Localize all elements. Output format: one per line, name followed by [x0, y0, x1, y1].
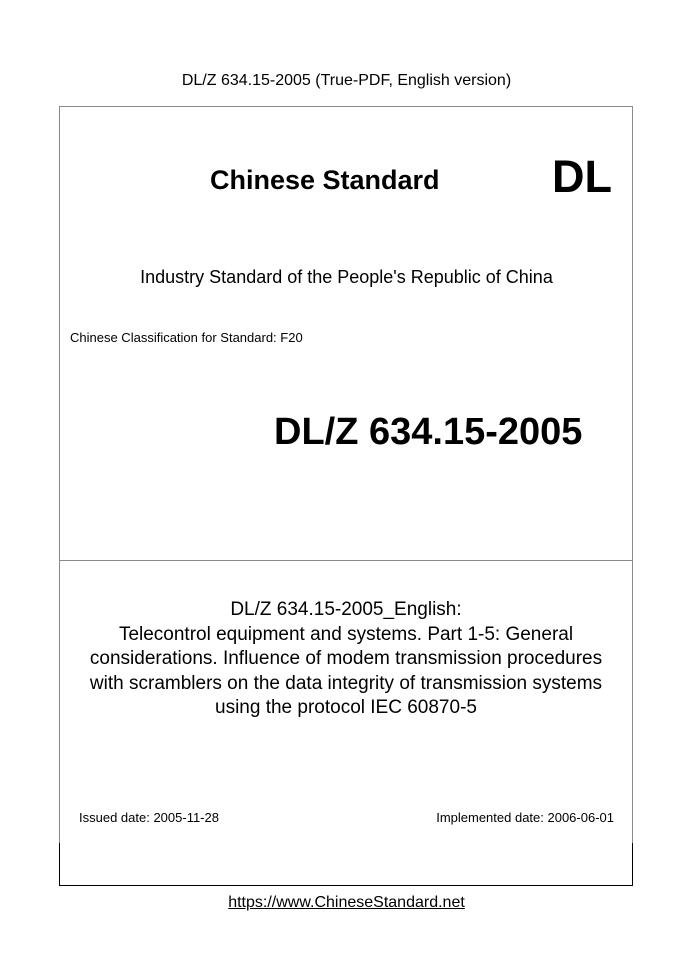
standard-number: DL/Z 634.15-2005	[274, 411, 583, 453]
industry-standard-label: Industry Standard of the People's Republic of China	[140, 267, 553, 287]
footer	[0, 893, 693, 913]
classification-label: Chinese Classification for Standard: F20	[70, 330, 303, 345]
document-title-line: considerations. Influence of modem transmission procedures	[89, 648, 603, 669]
section-divider	[59, 560, 633, 561]
implemented-date: Implemented date: 2006-06-01	[436, 810, 614, 825]
document-title-line: with scramblers on the data integrity of transmission systems	[89, 672, 603, 694]
issued-date: Issued date: 2005-11-28	[79, 810, 219, 825]
document-title-line: using the protocol IEC 60870-5	[215, 697, 477, 718]
document-title-line: Telecontrol equipment and systems. Part 1-5: General	[118, 623, 574, 645]
bottom-blank-box	[59, 843, 633, 886]
cover-title: Chinese Standard	[210, 165, 440, 195]
cover-frame	[59, 106, 633, 886]
page-header: DL/Z 634.15-2005 (True-PDF, English version)	[181, 72, 512, 89]
document-title	[60, 598, 632, 721]
document-title-line: DL/Z 634.15-2005_English:	[230, 599, 462, 620]
standard-mark: DL	[552, 151, 612, 202]
website-link[interactable]: https://www.ChineseStandard.net	[228, 894, 465, 911]
